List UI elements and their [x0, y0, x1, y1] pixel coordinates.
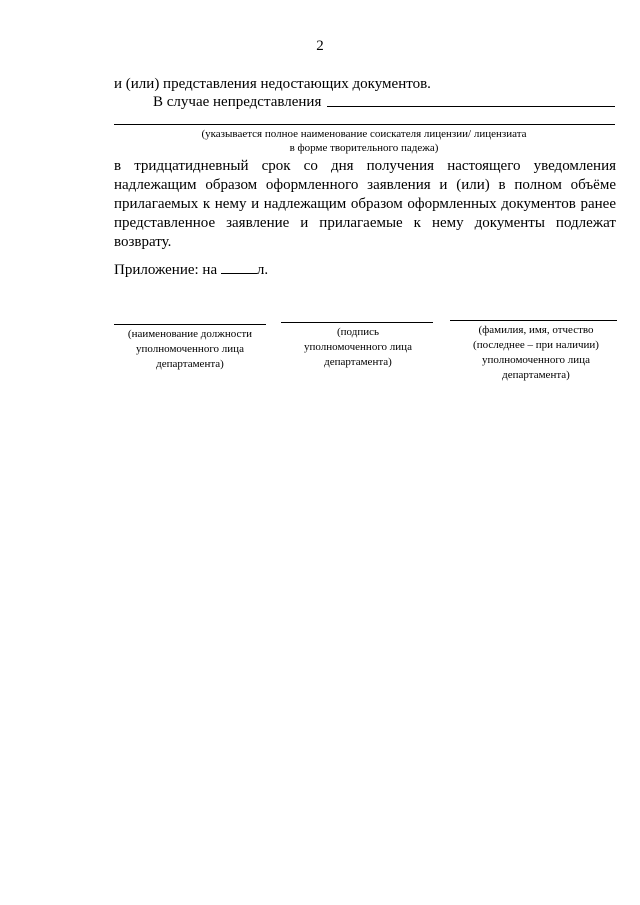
signature-line-signature	[281, 322, 433, 323]
signature-caption-position	[108, 327, 272, 372]
caption-line: (наименование должности	[127, 328, 253, 340]
signature-caption-signature	[277, 325, 439, 370]
attachment-line	[114, 262, 268, 279]
caption-line: департамента)	[324, 356, 392, 368]
signature-line-position	[114, 324, 266, 325]
fill-line-applicant-1	[327, 106, 615, 107]
caption-line: уполномоченного лица	[304, 341, 412, 353]
signature-line-name	[450, 320, 617, 321]
caption-line: уполномоченного лица	[482, 354, 590, 366]
caption-line: (последнее – при наличии)	[473, 339, 599, 351]
attachment-prefix: Приложение: на	[114, 262, 218, 278]
fill-line-applicant-2	[114, 124, 615, 125]
caption-line: уполномоченного лица	[136, 343, 244, 355]
text-line-documents: и (или) представления недостающих документов.	[114, 76, 431, 92]
applicant-note-line1: (указывается полное наименование соискателя лицензии/ лицензиата	[201, 128, 527, 140]
text-line-case: В случае непредставления	[153, 94, 322, 110]
page-number: 2	[316, 38, 324, 54]
signature-caption-name	[451, 323, 621, 383]
main-paragraph: в тридцатидневный срок со дня получения настоящего уведомления надлежащим образом оформленного заявления и (или) в полном объёме прилагаемых к нему и надлежащим образом оформленных документов ранее представленное заявление и прилагаемые к нему документы подлежат возврату.	[114, 158, 616, 250]
caption-line: (подпись	[336, 326, 379, 338]
attachment-pages-blank	[221, 262, 257, 274]
caption-line: департамента)	[502, 369, 570, 381]
attachment-suffix: л.	[256, 262, 269, 278]
applicant-note-line2: в форме творительного падежа)	[289, 142, 439, 154]
caption-line: (фамилия, имя, отчество	[478, 324, 594, 336]
caption-line: департамента)	[156, 358, 224, 370]
